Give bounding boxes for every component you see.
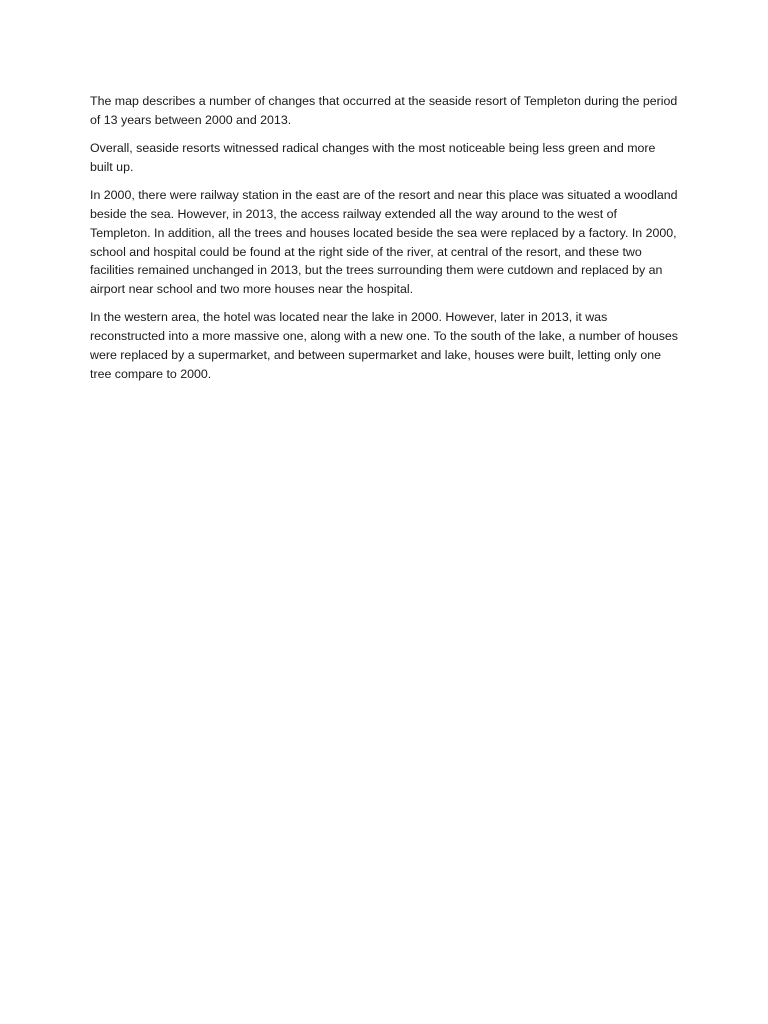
document-body <box>90 92 680 393</box>
paragraph-overview: Overall, seaside resorts witnessed radical changes with the most noticeable being less green and more built up. <box>90 141 656 174</box>
paragraph-east-changes: In 2000, there were railway station in the east are of the resort and near this place was situated a woodland beside the sea. However, in 2013, the access railway extended all the way around to the west of Templeton. In addition, all the trees and houses located beside the sea were replaced by a factory. In 2000, school and hospital could be found at the right side of the river, at central of the resort, and these two facilities remained unchanged in 2013, but the trees surrounding them were cutdown and replaced by an airport near school and two more houses near the hospital. <box>90 188 678 297</box>
paragraph-intro: The map describes a number of changes that occurred at the seaside resort of Templeton during the period of 13 years between 2000 and 2013. <box>90 94 678 127</box>
paragraph-west-changes: In the western area, the hotel was located near the lake in 2000. However, later in 2013, it was reconstructed into a more massive one, along with a new one. To the south of the lake, a number of houses were replaced by a supermarket, and between supermarket and lake, houses were built, letting only one tree compare to 2000. <box>90 310 678 381</box>
